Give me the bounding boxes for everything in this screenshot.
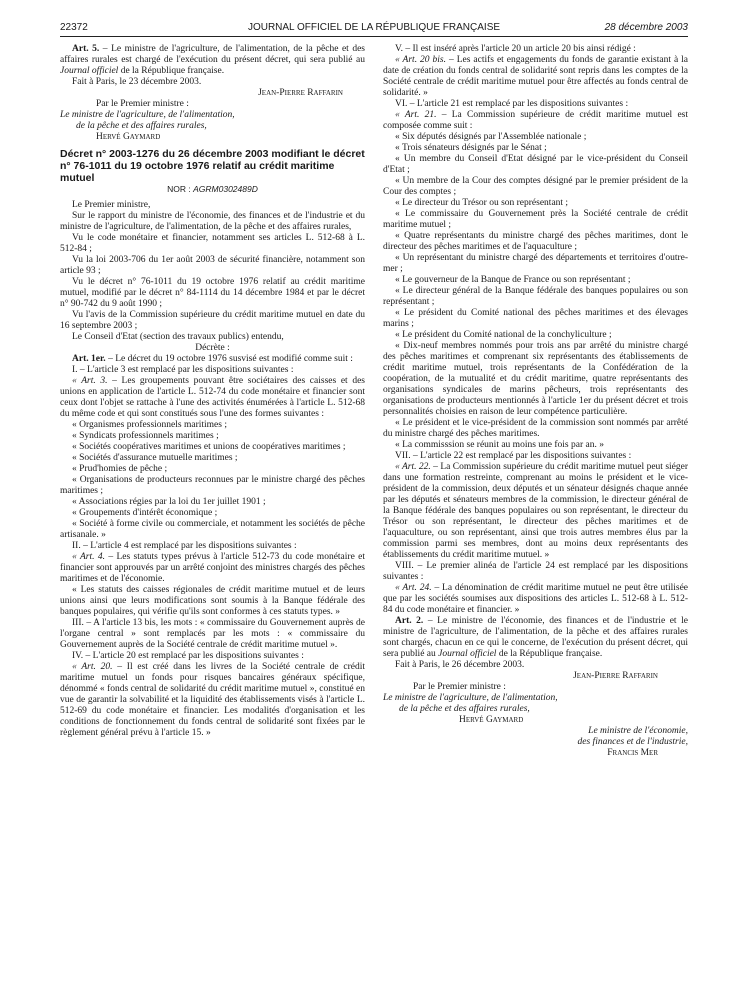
- list-item: « Un membre de la Cour des comptes désigné par le premier président de la Cour des comptes ;: [383, 176, 688, 197]
- paragraph: VII. – L'article 22 est remplacé par les dispositions suivantes :: [395, 451, 632, 461]
- article-20: « Art. 20. – Il est créé dans les livres de la Société centrale de crédit maritime mutuel un fonds pour risques bancaires généraux spécifique, dénommé « fonds central de solidarité du crédit maritime mutuel », constitué en vue de garantir la solvabilité et la liquidité des établissements visés à l'article L. 512-69 du code monétaire et financier. Les modalités d'organisation et les conditions de fonctionnement du fonds central de solidarité sont fixées par le règlement général prévu à l'article 15. »: [60, 662, 365, 738]
- signature-minister-cont: de la pêche et des affaires rurales,: [76, 121, 207, 131]
- list-item: « Le directeur du Trésor ou son représentant ;: [395, 198, 569, 208]
- list-item: « Un membre du Conseil d'Etat désigné par le vice-président du Conseil d'Etat ;: [383, 154, 688, 175]
- paragraph: II. – L'article 4 est remplacé par les dispositions suivantes :: [72, 541, 297, 551]
- signature-minister: Le ministre de l'agriculture, de l'alimentation,: [383, 693, 558, 703]
- list-item: « Le président du Comité national des pêches maritimes et des élevages marins ;: [383, 308, 688, 329]
- article-20-bis: « Art. 20 bis. – Les actifs et engagements du fonds de garantie existant à la date de création du fonds central de solidarité sont repris dans les comptes de la Société centrale de crédit maritime mutuel pour être affectés au fonds central de solidarité. »: [383, 55, 688, 98]
- list-item: « Le président et le vice-président de la commission sont nommés par arrêté du ministre chargé des pêches maritimes.: [383, 418, 688, 439]
- list-item: « Le commissaire du Gouvernement près la Société centrale de crédit maritime mutuel ;: [383, 209, 688, 230]
- signature-name-2: Hervé Gaymard: [459, 715, 524, 725]
- list-item: « Société à forme civile ou commerciale, et notamment les sociétés de pêche artisanale. »: [60, 519, 365, 540]
- signature-name: Jean-Pierre Raffarin: [573, 671, 658, 681]
- list-item: « Organismes professionnels maritimes ;: [72, 420, 227, 430]
- list-item: « Le directeur général de la Banque fédérale des banques populaires ou son représentant ;: [383, 286, 688, 307]
- article-3: « Art. 3. – Les groupements pouvant être sociétaires des caisses et des unions en application de l'article L. 512-74 du code monétaire et financier sont ceux dont l'objet se rattache à l'une des activités énumérées à l'article L. 512-68 du même code et qui sont constitués sous l'une des formes suivantes :: [60, 376, 365, 419]
- page-number: 22372: [60, 22, 88, 33]
- signature-minister: Le ministre de l'agriculture, de l'alimentation,: [60, 110, 235, 120]
- paragraph: Vu la loi 2003-706 du 1er août 2003 de sécurité financière, notamment son article 93 ;: [60, 255, 365, 276]
- paragraph: « Les statuts des caisses régionales de crédit maritime mutuel et de leurs unions ainsi que leurs modifications sont soumis à la Banque fédérale des banques populaires, qui vérifie qu'ils sont conformes à ces statuts types. »: [60, 585, 365, 617]
- list-item: « Syndicats professionnels maritimes ;: [72, 431, 219, 441]
- signature-name-2: Hervé Gaymard: [96, 132, 161, 142]
- signature-par: Par le Premier ministre :: [96, 99, 189, 109]
- paragraph: I. – L'article 3 est remplacé par les dispositions suivantes :: [72, 365, 294, 375]
- paragraph: IV. – L'article 20 est remplacé par les dispositions suivantes :: [72, 651, 304, 661]
- signature-minister-eco-cont: des finances et de l'industrie,: [577, 737, 688, 747]
- list-item: « Groupements d'intérêt économique ;: [72, 508, 218, 518]
- paragraph: VIII. – Le premier alinéa de l'article 24 est remplacé par les dispositions suivantes :: [383, 561, 688, 582]
- decrete-heading: Décrète :: [195, 343, 230, 353]
- signature-name-3: Francis Mer: [607, 748, 658, 758]
- list-item: « Le gouverneur de la Banque de France ou son représentant ;: [395, 275, 631, 285]
- signature-par: Par le Premier ministre :: [413, 682, 506, 692]
- paragraph: III. – A l'article 13 bis, les mots : « commissaire du Gouvernement auprès de l'organe central » sont remplacés par les mots : « commissaire du Gouvernement auprès de la Société centrale de crédit maritime mutuel ».: [60, 618, 365, 650]
- article-1: Art. 1er. – Le décret du 19 octobre 1976 susvisé est modifié comme suit :: [72, 354, 353, 364]
- paragraph: VI. – L'article 21 est remplacé par les dispositions suivantes :: [395, 99, 629, 109]
- list-item: « Quatre représentants du ministre chargé des pêches maritimes, dont le directeur des pêches maritimes et de l'aquaculture ;: [383, 231, 688, 252]
- right-column: [383, 44, 688, 974]
- list-item: « La commisssion se réunit au moins une fois par an. »: [395, 440, 604, 450]
- paragraph: Vu l'avis de la Commission supérieure du crédit maritime mutuel en date du 16 septembre 2003 ;: [60, 310, 365, 331]
- fait-line: Fait à Paris, le 23 décembre 2003.: [72, 77, 202, 87]
- list-item: « Sociétés d'assurance mutuelle maritimes ;: [72, 453, 238, 463]
- list-item: « Associations régies par la loi du 1er juillet 1901 ;: [72, 497, 266, 507]
- signature-minister-eco: Le ministre de l'économie,: [588, 726, 688, 736]
- nor-reference: NOR : AGRM0302489D: [167, 184, 258, 194]
- list-item: « Sociétés coopératives maritimes et unions de coopératives maritimes ;: [72, 442, 346, 452]
- decree-title: Décret n° 2003-1276 du 26 décembre 2003 modifiant le décret n° 76-1011 du 19 octobre 1976 relatif au crédit maritime mutuel: [60, 148, 365, 184]
- paragraph: Le Conseil d'Etat (section des travaux publics) entendu,: [72, 332, 284, 342]
- list-item: « Le président du Comité national de la conchyliculture ;: [395, 330, 612, 340]
- signature-minister-cont: de la pêche et des affaires rurales,: [399, 704, 530, 714]
- article-2: Art. 2. – Le ministre de l'économie, des finances et de l'industrie et le ministre de l'agriculture, de l'alimentation, de la pêche et des affaires rurales sont chargés, chacun en ce qui le concerne, de l'exécution du présent décret, qui sera publié au Journal officiel de la République française.: [383, 616, 688, 659]
- paragraph: Le Premier ministre,: [72, 200, 151, 210]
- list-item: « Six députés désignés par l'Assemblée nationale ;: [395, 132, 587, 142]
- issue-date: 28 décembre 2003: [604, 22, 688, 33]
- signature-name: Jean-Pierre Raffarin: [258, 88, 343, 98]
- fait-line: Fait à Paris, le 26 décembre 2003.: [395, 660, 525, 670]
- article-24: « Art. 24. – La dénomination de crédit maritime mutuel ne peut être utilisée que par les sociétés soumises aux dispositions des articles L. 512-68 à L. 512-84 du code monétaire et financier. »: [383, 583, 688, 615]
- left-column: [60, 44, 365, 974]
- article-5: Art. 5. – Le ministre de l'agriculture, de l'alimentation, de la pêche et des affaires rurales est chargé de l'exécution du présent décret, qui sera publié au Journal officiel de la République française.: [60, 44, 365, 76]
- paragraph: Vu le code monétaire et financier, notamment ses articles L. 512-68 à L. 512-84 ;: [60, 233, 365, 254]
- list-item: « Prud'homies de pêche ;: [72, 464, 168, 474]
- page-header: [60, 20, 688, 37]
- article-4: « Art. 4. – Les statuts types prévus à l'article 512-73 du code monétaire et financier sont approuvés par un arrêté conjoint des ministres chargés des pêches maritimes et de l'économie.: [60, 552, 365, 584]
- article-21: « Art. 21. – La Commission supérieure de crédit maritime mutuel est composée comme suit :: [383, 110, 688, 131]
- list-item: « Un représentant du ministre chargé des départements et territoires d'outre-mer ;: [383, 253, 688, 274]
- list-item: « Organisations de producteurs reconnues par le ministre chargé des pêches maritimes ;: [60, 475, 365, 496]
- paragraph: Sur le rapport du ministre de l'économie, des finances et de l'industrie et du ministre de l'agriculture, de l'alimentation, de la pêche et des affaires rurales,: [60, 211, 365, 232]
- list-item: « Trois sénateurs désignés par le Sénat ;: [395, 143, 547, 153]
- paragraph: Vu le décret n° 76-1011 du 19 octobre 1976 relatif au crédit maritime mutuel, modifié par le décret n° 84-1114 du 14 décembre 1984 et par le décret n° 90-742 du 9 août 1990 ;: [60, 277, 365, 309]
- paragraph: V. – Il est inséré après l'article 20 un article 20 bis ainsi rédigé :: [395, 44, 636, 54]
- journal-title: JOURNAL OFFICIEL DE LA RÉPUBLIQUE FRANÇAISE: [247, 22, 501, 33]
- article-22: « Art. 22. – La Commission supérieure du crédit maritime mutuel peut siéger dans une formation restreinte, comprenant au moins le président et le vice-président de la commission, deux députés et un sénateur désignés chaque année par les députés et sénateurs membres de la commission, le directeur général de la Banque fédérale des banques populaires ou son représentant, le directeur du Trésor ou son représentant, le directeur des pêches maritimes et de l'aquaculture, ou son représentant, ainsi que trois autres membres élus par la commission parmi ses membres, dont au moins deux représentants des établissements du crédit maritime mutuel. »: [383, 462, 688, 560]
- list-item: « Dix-neuf membres nommés pour trois ans par arrêté du ministre chargé des pêches maritimes et comprenant six représentants des établissements de crédit maritime mutuel, trois représentants de la Confédération de la coopération, de la mutualité et du crédit maritime, quatre représentants des organisations syndicales de marins pêcheurs, trois représentants des organisations de producteurs mentionnés à l'article 1er du présent décret et trois personnalités choisies en raison de leur compétence particulière.: [383, 341, 688, 417]
